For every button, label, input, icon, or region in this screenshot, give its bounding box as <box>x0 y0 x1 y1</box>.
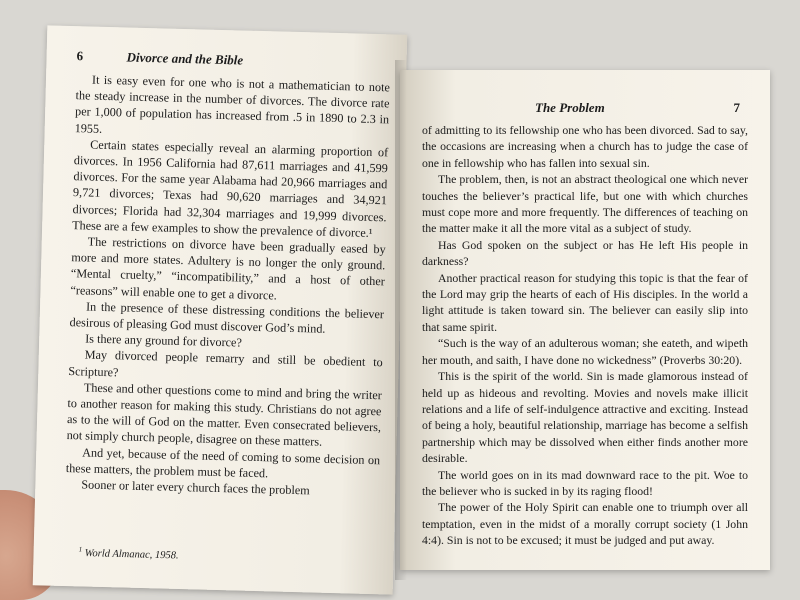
paragraph: Certain states especially reveal an alarming proportion of divorces. In 1956 California had 87,611 marriages and 41,599 divorces. For the same year Alabama had 20,966 marriages and 9,721 divorces; Texas had 90,620 marriages and 34,921 divorces; Florida had 32,304 marriages and 19,999 divorces. These are a few examples to show the prevalence of divorce.¹ <box>71 137 389 240</box>
paragraph: The power of the Holy Spirit can enable one to triumph over all temptation, even in the midst of a morally corrupt society (1 John 4:4). Sin is not to be excused; it must be judged and put away. <box>422 500 748 548</box>
paragraph: May divorced people remarry and still be obedient to Scripture? <box>68 347 383 380</box>
paragraph: In the presence of these distressing conditions the believer desirous of pleasing God must discover God’s mind. <box>69 299 385 336</box>
paragraph: Sooner or later every church faces the problem <box>81 477 310 498</box>
footnote-text: World Almanac, 1958. <box>84 547 179 561</box>
left-page-body <box>65 71 390 500</box>
paragraph: The problem, then, is not an abstract theological one which never touches the believer’s practical life, but one with which churches must cope more and more frequently. The differences of teaching on the matter make it all the more vital as a subject of study. <box>422 172 748 236</box>
paragraph: Another practical reason for studying this topic is that the fear of the Lord may grip the hearts of each of His disciples. In the world a light attitude is taken toward sin. The believer can easily slip into that same spirit. <box>422 270 748 334</box>
paragraph: “Such is the way of an adulterous woman; she eateth, and wipeth her mouth, and saith, I have done no wickedness” (Proverbs 30:20). <box>422 336 748 367</box>
footnote-mark: 1 <box>78 544 83 553</box>
open-book <box>40 0 770 600</box>
page-number: 6 <box>76 48 84 64</box>
paragraph: Is there any ground for divorce? <box>85 331 243 350</box>
left-page-header <box>76 48 387 68</box>
paragraph: This is the spirit of the world. Sin is made glamorous instead of held up as hideous and revolting. Movies and novels make illicit relations and a life of self-indulgence attractive and exciting. Instead of being a holy, beautiful relationship, marriage has become a selfish partnership which may be dissolved when either finds another more desirable. <box>422 369 748 466</box>
paragraph: of admitting to its fellowship one who has been divorced. Sad to say, the occasions are increasing when a church has to judge the case of one in fellowship who has fallen into sexual sin. <box>422 123 748 170</box>
paragraph: It is easy even for one who is not a mathematician to note the steady increase in the number of divorces. The divorce rate per 1,000 of population has increased from .5 in 1890 to 2.3 in 1955. <box>74 72 391 136</box>
left-page <box>33 25 408 594</box>
running-title: Divorce and the Bible <box>126 49 244 68</box>
running-title: The Problem <box>535 100 605 115</box>
right-page <box>400 70 770 570</box>
paragraph: The world goes on in its mad downward race to the pit. Woe to the believer who is sucked in by its raging flood! <box>422 467 748 498</box>
paragraph: These and other questions come to mind and bring the writer to another reason for making this study. Christians do not agree as to the will of God on the matter. Even consecrated believers, not simply church people, disagree on these matters. <box>66 380 383 450</box>
right-page-body <box>422 122 748 549</box>
paragraph: Has God spoken on the subject or has He left His people in darkness? <box>422 237 748 269</box>
paragraph: The restrictions on divorce have been gradually eased by more and more states. Adultery is no longer the only ground. “Mental cruelty,” “incompatibility,” and a host of other “reasons” will enable one to get a divorce. <box>70 234 386 303</box>
page-number: 7 <box>733 100 740 115</box>
book-spine-shadow <box>395 60 407 580</box>
paragraph: And yet, because of the need of coming to some decision on these matters, the problem must be faced. <box>65 445 381 481</box>
footnote <box>78 545 178 561</box>
